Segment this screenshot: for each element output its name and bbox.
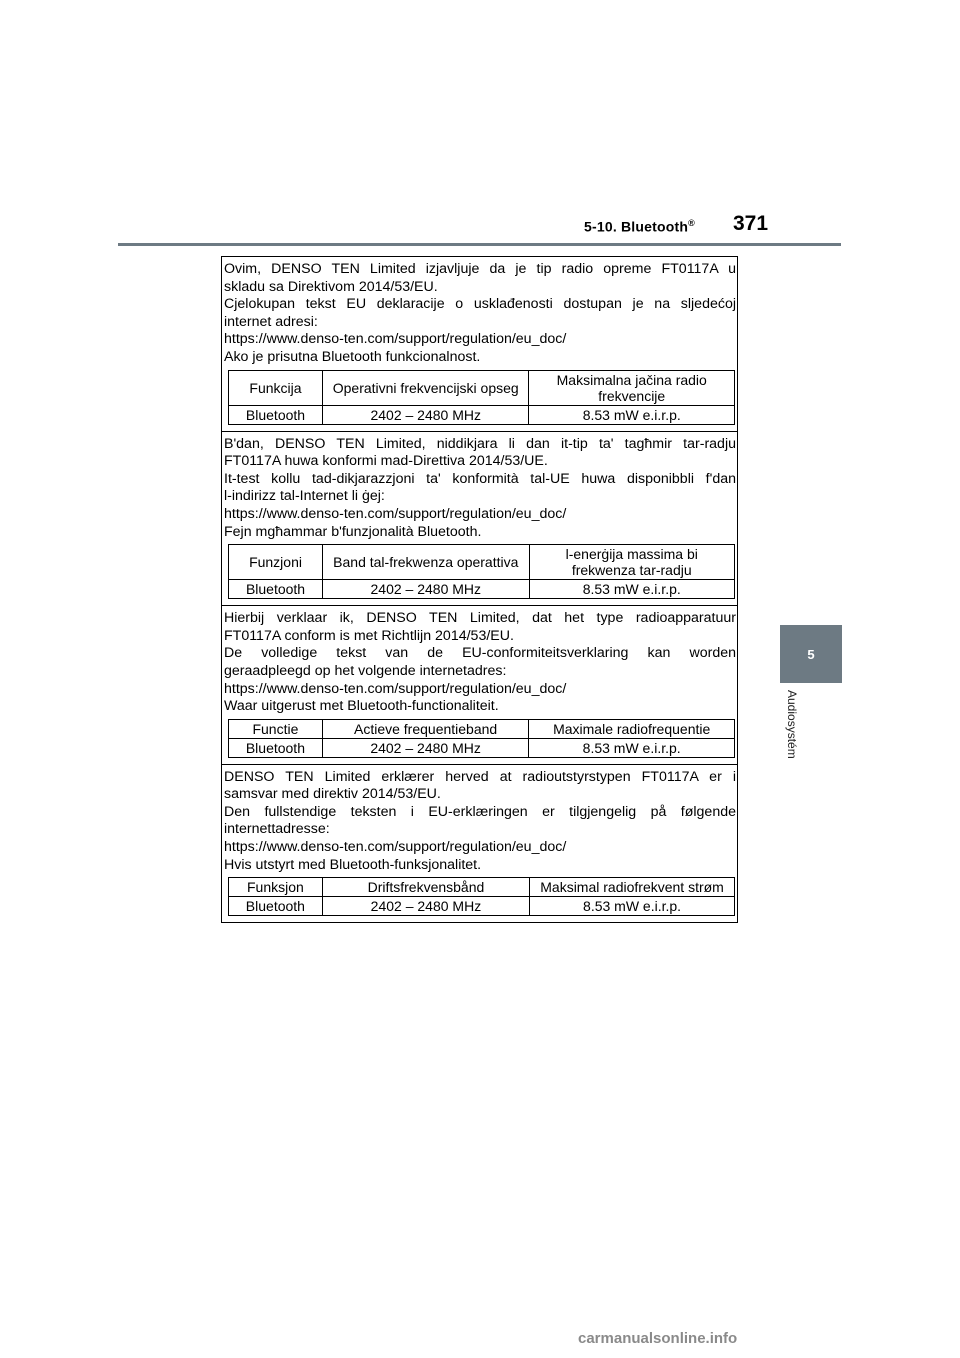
table-cell: Funksjon	[229, 878, 323, 897]
declaration-line: Cjelokupan tekst EU deklaracije o usklađenosti dostupan je na sljedećoj	[224, 296, 736, 313]
table-cell: Maksimalna jačina radio frekvencije	[529, 370, 735, 405]
table-cell: Bluetooth	[229, 897, 323, 916]
declaration-line: De volledige tekst van de EU-conformiteitsverklaring kan worden	[224, 645, 736, 662]
declaration-line: l-indirizz tal-Internet li ġej:	[224, 488, 385, 505]
table-row	[229, 897, 735, 916]
table-cell: 2402 – 2480 MHz	[322, 405, 529, 424]
declaration-block	[222, 605, 737, 764]
table-cell: Actieve frequentieband	[322, 719, 529, 738]
declaration-block	[222, 431, 737, 606]
declaration-block	[222, 764, 737, 923]
declaration-line: https://www.denso-ten.com/support/regulation/eu_doc/	[224, 680, 567, 697]
declaration-line: internettadresse:	[224, 821, 330, 838]
declaration-line: Den fullstendige teksten i EU-erklæringen er tilgjengelig på følgende	[224, 803, 736, 820]
declaration-line: DENSO TEN Limited erklærer herved at radioutstyrstypen FT0117A er i	[224, 768, 736, 785]
table-cell: 2402 – 2480 MHz	[323, 580, 529, 599]
table-cell: 2402 – 2480 MHz	[322, 897, 529, 916]
section-title: 5-10. Bluetooth®	[584, 218, 695, 235]
table-header-row	[229, 719, 735, 738]
table-row	[229, 580, 735, 599]
table-header-row	[229, 370, 735, 405]
declaration-line: internet adresi:	[224, 313, 318, 330]
table-cell: 8.53 mW e.i.r.p.	[529, 738, 735, 757]
table-cell: Bluetooth	[229, 738, 323, 757]
frequency-table	[228, 877, 735, 916]
declaration-line: Hvis utstyrt med Bluetooth-funksjonalitet.	[224, 856, 482, 873]
declaration-line: https://www.denso-ten.com/support/regulation/eu_doc/	[224, 331, 567, 348]
declaration-line: FT0117A conform is met Richtlijn 2014/53/EU.	[224, 627, 514, 644]
declaration-line: It-test kollu tad-dikjarazzjoni ta' konformità tal-UE huwa disponibbli f'dan	[224, 470, 736, 487]
declaration-box	[221, 256, 738, 923]
declaration-line: geraadpleegd op het volgende internetadres:	[224, 662, 507, 679]
declaration-line: B'dan, DENSO TEN Limited, niddikjara li dan it-tip ta' tagħmir tar-radju	[224, 435, 736, 452]
chapter-label: Audiosystém	[785, 690, 799, 759]
table-cell: Maksimal radiofrekvent strøm	[530, 878, 735, 897]
registered-mark: ®	[688, 218, 695, 228]
table-header-row	[229, 545, 735, 580]
page-number: 371	[733, 212, 769, 235]
table-cell: 2402 – 2480 MHz	[322, 738, 529, 757]
table-cell: Operativni frekvencijski opseg	[322, 370, 529, 405]
chapter-tab[interactable]: 5	[780, 625, 842, 683]
table-cell: Bluetooth	[229, 580, 323, 599]
table-cell: Maximale radiofrequentie	[529, 719, 735, 738]
frequency-table	[228, 719, 735, 758]
declaration-line: https://www.denso-ten.com/support/regulation/eu_doc/	[224, 839, 567, 856]
table-cell: Bluetooth	[229, 405, 323, 424]
frequency-table	[228, 544, 735, 599]
table-cell: l-enerġija massima bi frekwenza tar-radju	[529, 545, 735, 580]
table-cell: 8.53 mW e.i.r.p.	[530, 897, 735, 916]
table-cell: Funkcija	[229, 370, 323, 405]
table-cell: Band tal-frekwenza operattiva	[323, 545, 529, 580]
declaration-line: samsvar med direktiv 2014/53/EU.	[224, 786, 441, 803]
watermark: carmanualsonline.info	[578, 1330, 738, 1347]
table-row	[229, 405, 735, 424]
header-rule	[118, 243, 841, 246]
declaration-line: FT0117A huwa konformi mad-Direttiva 2014/53/UE.	[224, 453, 548, 470]
table-cell: 8.53 mW e.i.r.p.	[529, 580, 735, 599]
declaration-line: Fejn mgħammar b'funzjonalità Bluetooth.	[224, 523, 482, 540]
table-cell: Driftsfrekvensbånd	[322, 878, 529, 897]
table-header-row	[229, 878, 735, 897]
declaration-line: Hierbij verklaar ik, DENSO TEN Limited, dat het type radioapparatuur	[224, 610, 736, 627]
table-row	[229, 738, 735, 757]
declaration-line: Ovim, DENSO TEN Limited izjavljuje da je tip radio opreme FT0117A u	[224, 261, 736, 277]
declaration-line: skladu sa Direktivom 2014/53/EU.	[224, 278, 438, 295]
table-cell: Functie	[229, 719, 323, 738]
declaration-block	[222, 257, 737, 431]
declaration-line: https://www.denso-ten.com/support/regulation/eu_doc/	[224, 505, 567, 522]
table-cell: 8.53 mW e.i.r.p.	[529, 405, 735, 424]
frequency-table	[228, 370, 735, 425]
declaration-line: Waar uitgerust met Bluetooth-functionaliteit.	[224, 698, 499, 715]
table-cell: Funzjoni	[229, 545, 323, 580]
declaration-line: Ako je prisutna Bluetooth funkcionalnost.	[224, 348, 481, 365]
